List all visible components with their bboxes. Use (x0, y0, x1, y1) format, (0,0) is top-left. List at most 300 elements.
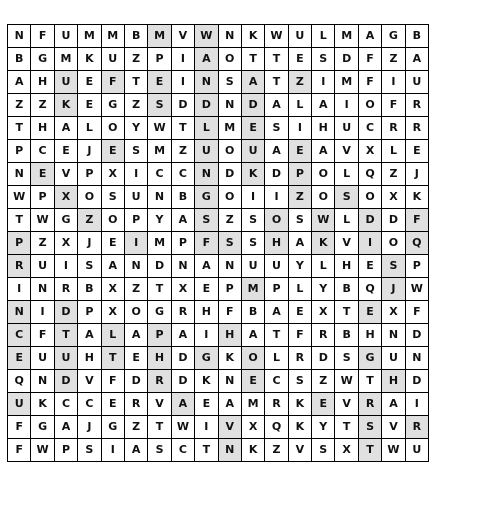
grid-cell[interactable]: I (124, 232, 147, 255)
grid-cell[interactable]: X (358, 140, 381, 163)
grid-cell[interactable]: X (382, 301, 405, 324)
grid-cell[interactable]: O (101, 117, 124, 140)
grid-cell[interactable]: S (288, 370, 311, 393)
grid-cell[interactable]: D (54, 301, 77, 324)
grid-cell[interactable]: H (265, 232, 288, 255)
grid-cell[interactable]: D (405, 324, 428, 347)
grid-cell[interactable]: U (405, 71, 428, 94)
grid-cell[interactable]: B (241, 301, 264, 324)
grid-cell[interactable]: I (358, 232, 381, 255)
grid-cell[interactable]: G (148, 301, 171, 324)
grid-cell[interactable]: O (358, 94, 381, 117)
grid-cell[interactable]: Z (124, 48, 147, 71)
grid-cell[interactable]: Z (124, 416, 147, 439)
grid-cell[interactable]: D (405, 370, 428, 393)
grid-cell[interactable]: X (312, 301, 335, 324)
grid-cell[interactable]: S (195, 209, 218, 232)
grid-cell[interactable]: W (405, 278, 428, 301)
grid-cell[interactable]: O (358, 186, 381, 209)
grid-cell[interactable]: V (148, 393, 171, 416)
grid-cell[interactable]: L (101, 324, 124, 347)
grid-cell[interactable]: S (101, 186, 124, 209)
grid-cell[interactable]: A (124, 439, 147, 462)
grid-cell[interactable]: D (54, 370, 77, 393)
grid-cell[interactable]: P (78, 163, 101, 186)
grid-cell[interactable]: D (218, 163, 241, 186)
grid-cell[interactable]: B (335, 278, 358, 301)
grid-cell[interactable]: F (358, 48, 381, 71)
grid-cell[interactable]: P (171, 232, 194, 255)
grid-cell[interactable]: F (101, 71, 124, 94)
grid-cell[interactable]: L (335, 163, 358, 186)
grid-cell[interactable]: H (148, 347, 171, 370)
grid-cell[interactable]: F (358, 71, 381, 94)
grid-cell[interactable]: A (101, 255, 124, 278)
grid-cell[interactable]: C (148, 163, 171, 186)
grid-cell[interactable]: B (8, 48, 31, 71)
grid-cell[interactable]: L (312, 25, 335, 48)
grid-cell[interactable]: I (195, 324, 218, 347)
grid-cell[interactable]: H (78, 347, 101, 370)
grid-cell[interactable]: T (358, 370, 381, 393)
grid-cell[interactable]: A (78, 324, 101, 347)
grid-cell[interactable]: N (31, 370, 54, 393)
grid-cell[interactable]: P (124, 209, 147, 232)
grid-cell[interactable]: D (312, 347, 335, 370)
grid-cell[interactable]: D (241, 94, 264, 117)
grid-cell[interactable]: I (171, 48, 194, 71)
grid-cell[interactable]: A (54, 416, 77, 439)
grid-cell[interactable]: R (171, 301, 194, 324)
grid-cell[interactable]: C (8, 324, 31, 347)
grid-cell[interactable]: N (218, 25, 241, 48)
grid-cell[interactable]: I (124, 163, 147, 186)
grid-cell[interactable]: S (218, 232, 241, 255)
grid-cell[interactable]: T (265, 48, 288, 71)
grid-cell[interactable]: P (265, 278, 288, 301)
grid-cell[interactable]: E (241, 117, 264, 140)
grid-cell[interactable]: L (382, 140, 405, 163)
grid-cell[interactable]: E (101, 232, 124, 255)
grid-cell[interactable]: Z (265, 439, 288, 462)
grid-cell[interactable]: Z (288, 186, 311, 209)
grid-cell[interactable]: X (54, 186, 77, 209)
grid-cell[interactable]: A (382, 393, 405, 416)
grid-cell[interactable]: M (218, 117, 241, 140)
grid-cell[interactable]: F (8, 416, 31, 439)
grid-cell[interactable]: W (382, 439, 405, 462)
grid-cell[interactable]: N (124, 255, 147, 278)
grid-cell[interactable]: F (31, 324, 54, 347)
grid-cell[interactable]: A (265, 94, 288, 117)
grid-cell[interactable]: V (335, 232, 358, 255)
grid-cell[interactable]: O (218, 140, 241, 163)
grid-cell[interactable]: A (195, 255, 218, 278)
grid-cell[interactable]: A (405, 48, 428, 71)
grid-cell[interactable]: T (265, 324, 288, 347)
grid-cell[interactable]: I (335, 94, 358, 117)
grid-cell[interactable]: S (218, 71, 241, 94)
grid-cell[interactable]: Q (405, 232, 428, 255)
grid-cell[interactable]: S (78, 255, 101, 278)
grid-cell[interactable]: O (218, 48, 241, 71)
grid-cell[interactable]: L (335, 209, 358, 232)
grid-cell[interactable]: B (171, 186, 194, 209)
grid-cell[interactable]: Z (31, 94, 54, 117)
grid-cell[interactable]: M (101, 25, 124, 48)
grid-cell[interactable]: Y (288, 255, 311, 278)
grid-cell[interactable]: W (312, 209, 335, 232)
grid-cell[interactable]: M (54, 48, 77, 71)
grid-cell[interactable]: P (405, 255, 428, 278)
grid-cell[interactable]: A (8, 71, 31, 94)
grid-cell[interactable]: Z (382, 48, 405, 71)
grid-cell[interactable]: E (405, 140, 428, 163)
grid-cell[interactable]: L (265, 347, 288, 370)
grid-cell[interactable]: O (124, 301, 147, 324)
grid-cell[interactable]: H (335, 255, 358, 278)
grid-cell[interactable]: X (241, 416, 264, 439)
grid-cell[interactable]: E (31, 163, 54, 186)
grid-cell[interactable]: R (358, 393, 381, 416)
grid-cell[interactable]: X (101, 163, 124, 186)
grid-cell[interactable]: E (288, 301, 311, 324)
grid-cell[interactable]: T (241, 48, 264, 71)
grid-cell[interactable]: K (288, 393, 311, 416)
grid-cell[interactable]: H (218, 324, 241, 347)
grid-cell[interactable]: N (405, 347, 428, 370)
grid-cell[interactable]: K (405, 186, 428, 209)
grid-cell[interactable]: K (54, 94, 77, 117)
grid-cell[interactable]: R (8, 255, 31, 278)
grid-cell[interactable]: F (218, 301, 241, 324)
grid-cell[interactable]: F (8, 439, 31, 462)
grid-cell[interactable]: A (358, 25, 381, 48)
grid-cell[interactable]: Z (382, 163, 405, 186)
grid-cell[interactable]: I (101, 439, 124, 462)
grid-cell[interactable]: X (382, 186, 405, 209)
grid-cell[interactable]: T (265, 71, 288, 94)
grid-cell[interactable]: F (31, 25, 54, 48)
grid-cell[interactable]: O (312, 186, 335, 209)
grid-cell[interactable]: O (101, 209, 124, 232)
grid-cell[interactable]: T (148, 278, 171, 301)
grid-cell[interactable]: A (265, 140, 288, 163)
grid-cell[interactable]: X (171, 278, 194, 301)
grid-cell[interactable]: E (101, 140, 124, 163)
grid-cell[interactable]: D (171, 347, 194, 370)
grid-cell[interactable]: T (171, 117, 194, 140)
grid-cell[interactable]: U (31, 255, 54, 278)
grid-cell[interactable]: R (288, 347, 311, 370)
grid-cell[interactable]: X (335, 439, 358, 462)
grid-cell[interactable]: W (8, 186, 31, 209)
grid-cell[interactable]: W (31, 439, 54, 462)
grid-cell[interactable]: I (8, 278, 31, 301)
grid-cell[interactable]: P (31, 186, 54, 209)
grid-cell[interactable]: S (148, 94, 171, 117)
grid-cell[interactable]: L (312, 255, 335, 278)
grid-cell[interactable]: P (148, 324, 171, 347)
grid-cell[interactable]: C (31, 140, 54, 163)
grid-cell[interactable]: E (101, 393, 124, 416)
grid-cell[interactable]: A (241, 71, 264, 94)
grid-cell[interactable]: N (8, 25, 31, 48)
grid-cell[interactable]: D (358, 209, 381, 232)
grid-cell[interactable]: T (195, 439, 218, 462)
grid-cell[interactable]: Z (312, 370, 335, 393)
grid-cell[interactable]: A (312, 140, 335, 163)
grid-cell[interactable]: B (78, 278, 101, 301)
grid-cell[interactable]: D (148, 255, 171, 278)
grid-cell[interactable]: U (405, 439, 428, 462)
grid-cell[interactable]: R (265, 393, 288, 416)
grid-cell[interactable]: C (78, 393, 101, 416)
grid-cell[interactable]: H (195, 301, 218, 324)
grid-cell[interactable]: W (171, 416, 194, 439)
grid-cell[interactable]: S (78, 439, 101, 462)
grid-cell[interactable]: G (31, 416, 54, 439)
grid-cell[interactable]: R (124, 393, 147, 416)
grid-cell[interactable]: S (335, 186, 358, 209)
grid-cell[interactable]: Q (8, 370, 31, 393)
grid-cell[interactable]: K (241, 25, 264, 48)
grid-cell[interactable]: D (124, 370, 147, 393)
grid-cell[interactable]: P (54, 439, 77, 462)
grid-cell[interactable]: V (382, 416, 405, 439)
grid-cell[interactable]: M (335, 71, 358, 94)
grid-cell[interactable]: T (101, 347, 124, 370)
grid-cell[interactable]: R (405, 416, 428, 439)
grid-cell[interactable]: N (218, 439, 241, 462)
grid-cell[interactable]: U (335, 117, 358, 140)
grid-cell[interactable]: P (218, 278, 241, 301)
grid-cell[interactable]: U (241, 140, 264, 163)
grid-cell[interactable]: S (382, 255, 405, 278)
grid-cell[interactable]: Y (124, 117, 147, 140)
grid-cell[interactable]: V (54, 163, 77, 186)
grid-cell[interactable]: N (8, 301, 31, 324)
grid-cell[interactable]: B (124, 25, 147, 48)
grid-cell[interactable]: I (195, 416, 218, 439)
grid-cell[interactable]: P (148, 48, 171, 71)
grid-cell[interactable]: N (148, 186, 171, 209)
grid-cell[interactable]: T (8, 209, 31, 232)
grid-cell[interactable]: E (124, 347, 147, 370)
grid-cell[interactable]: W (148, 117, 171, 140)
grid-cell[interactable]: S (312, 48, 335, 71)
grid-cell[interactable]: H (358, 324, 381, 347)
grid-cell[interactable]: Y (312, 416, 335, 439)
grid-cell[interactable]: M (241, 393, 264, 416)
grid-cell[interactable]: A (241, 324, 264, 347)
grid-cell[interactable]: G (54, 209, 77, 232)
grid-cell[interactable]: S (312, 439, 335, 462)
grid-cell[interactable]: K (78, 48, 101, 71)
grid-cell[interactable]: T (335, 416, 358, 439)
grid-cell[interactable]: J (382, 278, 405, 301)
grid-cell[interactable]: V (335, 140, 358, 163)
grid-cell[interactable]: X (101, 278, 124, 301)
grid-cell[interactable]: U (8, 393, 31, 416)
grid-cell[interactable]: F (195, 232, 218, 255)
grid-cell[interactable]: S (241, 209, 264, 232)
grid-cell[interactable]: O (241, 347, 264, 370)
grid-cell[interactable]: P (8, 140, 31, 163)
grid-cell[interactable]: R (382, 117, 405, 140)
grid-cell[interactable]: N (382, 324, 405, 347)
grid-cell[interactable]: V (171, 25, 194, 48)
grid-cell[interactable]: U (101, 48, 124, 71)
grid-cell[interactable]: O (265, 209, 288, 232)
grid-cell[interactable]: R (54, 278, 77, 301)
grid-cell[interactable]: Q (358, 163, 381, 186)
grid-cell[interactable]: W (31, 209, 54, 232)
grid-cell[interactable]: M (241, 278, 264, 301)
grid-cell[interactable]: A (54, 117, 77, 140)
grid-cell[interactable]: J (78, 416, 101, 439)
grid-cell[interactable]: V (78, 370, 101, 393)
grid-cell[interactable]: L (288, 94, 311, 117)
grid-cell[interactable]: K (312, 232, 335, 255)
grid-cell[interactable]: E (288, 140, 311, 163)
grid-cell[interactable]: N (195, 71, 218, 94)
grid-cell[interactable]: A (218, 393, 241, 416)
grid-cell[interactable]: T (358, 439, 381, 462)
grid-cell[interactable]: C (171, 163, 194, 186)
grid-cell[interactable]: R (405, 117, 428, 140)
grid-cell[interactable]: T (8, 117, 31, 140)
grid-cell[interactable]: N (171, 255, 194, 278)
grid-cell[interactable]: C (54, 393, 77, 416)
grid-cell[interactable]: G (195, 186, 218, 209)
grid-cell[interactable]: G (101, 94, 124, 117)
grid-cell[interactable]: E (8, 347, 31, 370)
grid-cell[interactable]: U (54, 71, 77, 94)
grid-cell[interactable]: K (241, 439, 264, 462)
grid-cell[interactable]: S (358, 416, 381, 439)
grid-cell[interactable]: G (31, 48, 54, 71)
grid-cell[interactable]: I (405, 393, 428, 416)
grid-cell[interactable]: I (171, 71, 194, 94)
grid-cell[interactable]: O (218, 186, 241, 209)
grid-cell[interactable]: N (218, 255, 241, 278)
grid-cell[interactable]: Z (124, 94, 147, 117)
grid-cell[interactable]: D (195, 94, 218, 117)
grid-cell[interactable]: M (148, 25, 171, 48)
grid-cell[interactable]: F (405, 209, 428, 232)
grid-cell[interactable]: E (54, 140, 77, 163)
grid-cell[interactable]: A (171, 209, 194, 232)
grid-cell[interactable]: R (312, 324, 335, 347)
grid-cell[interactable]: A (171, 393, 194, 416)
grid-cell[interactable]: L (78, 117, 101, 140)
grid-cell[interactable]: H (382, 370, 405, 393)
grid-cell[interactable]: J (78, 140, 101, 163)
grid-cell[interactable]: H (31, 71, 54, 94)
grid-cell[interactable]: O (312, 163, 335, 186)
grid-cell[interactable]: O (78, 186, 101, 209)
grid-cell[interactable]: E (195, 393, 218, 416)
grid-cell[interactable]: U (195, 140, 218, 163)
grid-cell[interactable]: R (148, 370, 171, 393)
grid-cell[interactable]: Z (8, 94, 31, 117)
grid-cell[interactable]: S (124, 140, 147, 163)
grid-cell[interactable]: I (265, 186, 288, 209)
grid-cell[interactable]: I (54, 255, 77, 278)
grid-cell[interactable]: E (148, 71, 171, 94)
grid-cell[interactable]: M (78, 25, 101, 48)
grid-cell[interactable]: G (382, 25, 405, 48)
grid-cell[interactable]: A (312, 94, 335, 117)
grid-cell[interactable]: M (148, 232, 171, 255)
grid-cell[interactable]: U (54, 347, 77, 370)
grid-cell[interactable]: D (171, 94, 194, 117)
grid-cell[interactable]: Z (171, 140, 194, 163)
grid-cell[interactable]: I (241, 186, 264, 209)
grid-cell[interactable]: B (405, 25, 428, 48)
grid-cell[interactable]: U (54, 25, 77, 48)
grid-cell[interactable]: N (31, 278, 54, 301)
grid-cell[interactable]: K (31, 393, 54, 416)
grid-cell[interactable]: J (78, 232, 101, 255)
grid-cell[interactable]: V (218, 416, 241, 439)
grid-cell[interactable]: C (358, 117, 381, 140)
grid-cell[interactable]: E (288, 48, 311, 71)
grid-cell[interactable]: X (54, 232, 77, 255)
grid-cell[interactable]: T (335, 301, 358, 324)
grid-cell[interactable]: F (405, 301, 428, 324)
grid-cell[interactable]: N (195, 163, 218, 186)
grid-cell[interactable]: T (54, 324, 77, 347)
grid-cell[interactable]: A (124, 324, 147, 347)
grid-cell[interactable]: E (312, 393, 335, 416)
grid-cell[interactable]: K (195, 370, 218, 393)
grid-cell[interactable]: X (101, 301, 124, 324)
grid-cell[interactable]: I (31, 301, 54, 324)
grid-cell[interactable]: E (78, 94, 101, 117)
grid-cell[interactable]: F (382, 94, 405, 117)
grid-cell[interactable]: S (265, 117, 288, 140)
grid-cell[interactable]: V (335, 393, 358, 416)
grid-cell[interactable]: E (78, 71, 101, 94)
grid-cell[interactable]: Q (265, 416, 288, 439)
grid-cell[interactable]: E (195, 278, 218, 301)
grid-cell[interactable]: G (358, 347, 381, 370)
grid-cell[interactable]: V (288, 439, 311, 462)
grid-cell[interactable]: I (288, 117, 311, 140)
grid-cell[interactable]: Z (78, 209, 101, 232)
grid-cell[interactable]: G (101, 416, 124, 439)
grid-cell[interactable]: S (288, 209, 311, 232)
grid-cell[interactable]: K (288, 416, 311, 439)
grid-cell[interactable]: P (288, 163, 311, 186)
grid-cell[interactable]: G (195, 347, 218, 370)
grid-cell[interactable]: D (335, 48, 358, 71)
grid-cell[interactable]: A (265, 301, 288, 324)
grid-cell[interactable]: H (31, 117, 54, 140)
grid-cell[interactable]: R (405, 94, 428, 117)
grid-cell[interactable]: U (382, 347, 405, 370)
grid-cell[interactable]: A (288, 232, 311, 255)
grid-cell[interactable]: I (382, 71, 405, 94)
grid-cell[interactable]: D (382, 209, 405, 232)
grid-cell[interactable]: U (124, 186, 147, 209)
grid-cell[interactable]: K (218, 347, 241, 370)
grid-cell[interactable]: E (358, 301, 381, 324)
grid-cell[interactable]: M (335, 25, 358, 48)
grid-cell[interactable]: J (405, 163, 428, 186)
